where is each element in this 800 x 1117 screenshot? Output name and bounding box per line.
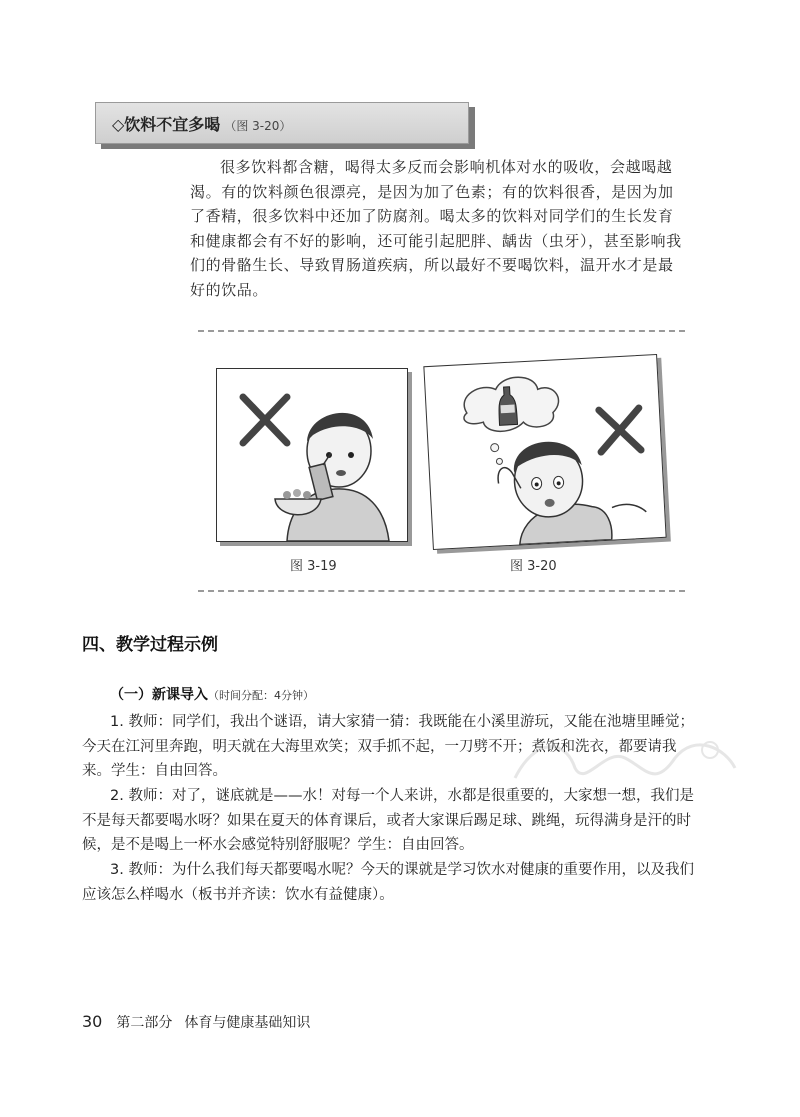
- section-figure-ref: （图 3-20）: [224, 119, 292, 133]
- page-footer: [82, 1012, 310, 1032]
- section-title: [112, 112, 291, 135]
- boy-drinking-juice-icon: [217, 369, 407, 541]
- subheading-label: （一）新课导入: [110, 687, 208, 703]
- paragraph-2: 2. 教师：对了，谜底就是——水！对每一个人来讲，水都是很重要的，大家想一想，我们是不是每天都要喝水呀？如果在夏天的体育课后，或者大家课后踢足球、跳绳，玩得满身是汗的时候，是不是喝上一杯水会感觉特别舒服呢？学生：自由回答。: [82, 788, 694, 853]
- section-body: 很多饮料都含糖，喝得太多反而会影响机体对水的吸收，会越喝越渴。有的饮料颜色很漂亮，是因为加了色素；有的饮料很香，是因为加了香精，很多饮料中还加了防腐剂。喝太多的饮料对同学们的生长发育和健康都会有不好的影响，还可能引起肥胖、龋齿（虫牙），甚至影响我们的骨骼生长、导致胃肠道疾病，所以最好不要喝饮料，温开水才是最好的饮品。: [190, 158, 682, 299]
- figure-3-20: [423, 354, 666, 550]
- boy-thinking-of-bottle-icon: [424, 355, 665, 549]
- page-number: 30: [82, 1012, 103, 1031]
- paragraph-1: 1. 教师：同学们，我出个谜语，请大家猜一猜：我既能在小溪里游玩，又能在池塘里睡觉；今天在江河里奔跑，明天就在大海里欢笑；双手抓不起，一刀劈不开；煮饭和洗衣，都要请我来。学生：自由回答。: [82, 714, 694, 779]
- dashed-divider-bottom: [198, 590, 685, 592]
- figure-3-19: [216, 368, 408, 542]
- dashed-divider-top: [198, 330, 685, 332]
- section-heading: 四、教学过程示例: [82, 635, 218, 655]
- section-title-text: ◇饮料不宜多喝: [112, 115, 221, 134]
- footer-title: 体育与健康基础知识: [184, 1015, 311, 1031]
- subheading: [110, 684, 314, 704]
- watermark-logo: [505, 728, 745, 798]
- subheading-note: （时间分配：4分钟）: [208, 689, 314, 702]
- figure-caption: 图 3-19: [290, 559, 337, 574]
- paragraph-3: 3. 教师：为什么我们每天都要喝水呢？今天的课就是学习饮水对健康的重要作用，以及我们应该怎么样喝水（板书并齐读：饮水有益健康）。: [82, 862, 694, 903]
- section-title-box: [95, 102, 469, 144]
- figure-caption: 图 3-20: [510, 559, 557, 574]
- footer-part: 第二部分: [116, 1015, 173, 1031]
